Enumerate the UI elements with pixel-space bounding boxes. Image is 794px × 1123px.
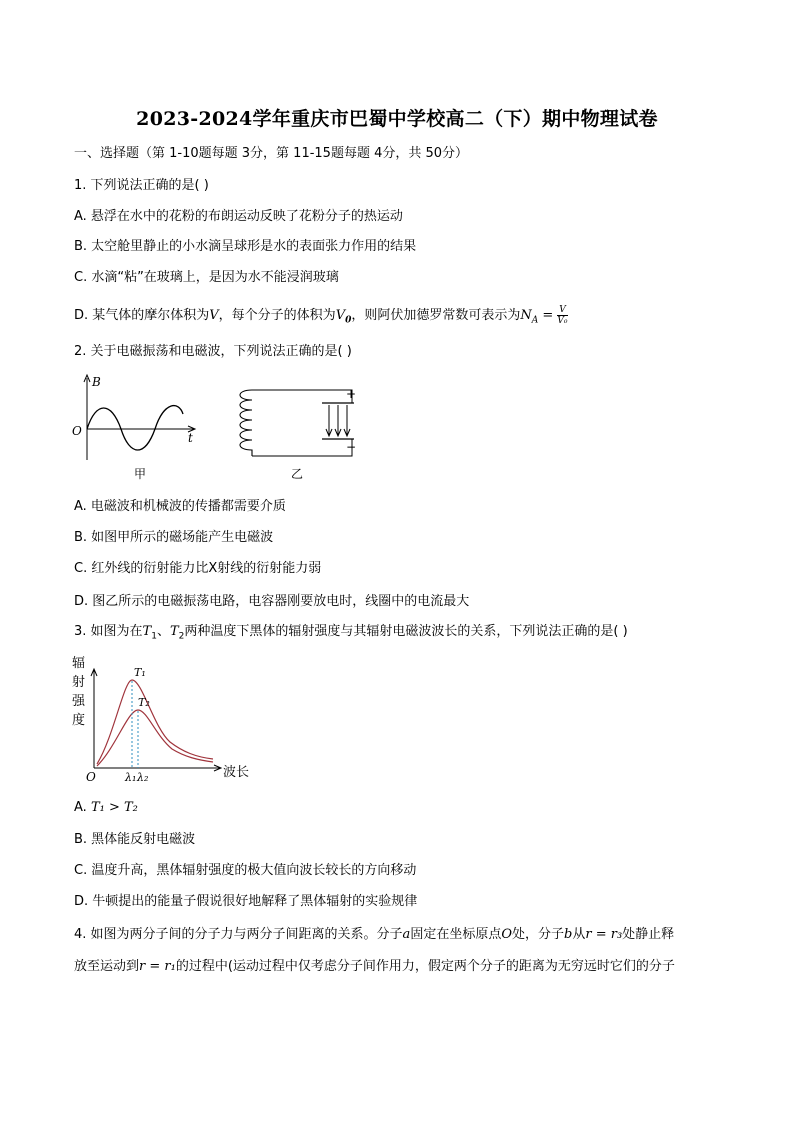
- q1-d-prefix: D. 某气体的摩尔体积为: [74, 308, 210, 323]
- q3-ylabel-3: 强: [72, 694, 86, 709]
- q3-a-prefix: A.: [74, 800, 91, 815]
- q3-stem-sep: 、: [156, 624, 170, 639]
- q3-label-t2: T₂: [138, 696, 150, 709]
- q3-stem-rest: 两种温度下黑体的辐射强度与其辐射电磁波波长的关系，下列说法正确的是( ): [184, 624, 628, 639]
- q4-line1-a: 4. 如图为两分子间的分子力与两分子间距离的关系。分子: [74, 927, 403, 942]
- q4-line1-d: 从: [572, 927, 586, 942]
- q2-option-a: A. 电磁波和机械波的传播都需要介质: [74, 499, 286, 514]
- q1-d-molecule-volume-sub: 0: [345, 315, 352, 326]
- q2-figures: [70, 370, 370, 485]
- q4-var-a: a: [402, 927, 411, 942]
- jia-label-origin: O: [72, 424, 82, 438]
- yi-minus-label: −: [346, 440, 357, 454]
- q2-option-d: D. 图乙所示的电磁振荡电路，电容器刚要放电时，线圈中的电流最大: [74, 594, 470, 609]
- q1-option-d: [74, 305, 568, 330]
- q1-d-fraction: [557, 305, 567, 326]
- yi-inductor-coil: [240, 390, 252, 456]
- q4-line2-a: 放至运动到: [74, 959, 140, 974]
- q3-option-c: C. 温度升高，黑体辐射强度的极大值向波长较长的方向移动: [74, 863, 417, 878]
- q3-curve-t1: [97, 680, 213, 764]
- jia-label-b: B: [92, 375, 101, 389]
- q1-d-mid2: ，则阿伏加德罗常数可表示为: [351, 308, 521, 323]
- q2-figure-yi: [240, 387, 356, 481]
- q1-option-a: A. 悬浮在水中的花粉的布朗运动反映了花粉分子的热运动: [74, 209, 403, 224]
- q1-d-molar-volume: V: [209, 308, 219, 323]
- yi-top-wire: [252, 390, 352, 403]
- q3-option-b: B. 黑体能反射电磁波: [74, 832, 196, 847]
- q3-label-t1: T₁: [134, 666, 146, 679]
- q4-line-2: [74, 958, 675, 976]
- q1-d-molecule-volume: V: [335, 308, 346, 323]
- q1-d-avogadro: N: [520, 308, 532, 323]
- q3-ylabel-1: 辐: [72, 656, 86, 671]
- q3-stem-t1: T: [142, 624, 152, 639]
- q3-stem-prefix: 3. 如图为在: [74, 624, 143, 639]
- q4-r1: r = r₁: [139, 959, 176, 974]
- q3-ylabel-4: 度: [72, 713, 86, 728]
- q2-figure-jia: [72, 375, 195, 481]
- jia-caption: 甲: [134, 467, 147, 481]
- q1-option-b: B. 太空舱里静止的小水滴呈球形是水的表面张力作用的结果: [74, 239, 417, 254]
- q4-var-b: b: [564, 927, 573, 942]
- q4-line2-b: 的过程中(运动过程中仅考虑分子间作用力，假定两个分子的距离为无穷远时它们的分子: [175, 959, 675, 974]
- q3-blackbody-figure: [70, 650, 270, 786]
- jia-label-t: t: [188, 431, 193, 445]
- q3-ylabel-2: 射: [72, 675, 86, 690]
- q2-option-b: B. 如图甲所示的磁场能产生电磁波: [74, 530, 274, 545]
- q4-line1-b: 固定在坐标原点: [410, 927, 502, 942]
- q3-stem-t2-sub: 2: [178, 631, 185, 642]
- jia-sine-curve: [87, 406, 183, 450]
- q2-stem: 2. 关于电磁振荡和电磁波，下列说法正确的是( ): [74, 344, 352, 359]
- page-title: 2023-2024学年重庆市巴蜀中学校高二（下）期中物理试卷: [136, 108, 658, 130]
- q3-option-a: [74, 799, 138, 817]
- q3-stem: [74, 623, 628, 646]
- q3-origin: O: [86, 770, 96, 784]
- q4-line1-c: 处，分子: [512, 927, 565, 942]
- q3-stem-t1-sub: 1: [151, 631, 157, 642]
- q3-label-lambda2: λ₂: [137, 771, 149, 784]
- q1-d-avogadro-sub: A: [531, 315, 539, 326]
- q3-a-expr: T₁ > T₂: [90, 800, 138, 815]
- yi-plus-label: +: [346, 387, 357, 401]
- q3-option-d: D. 牛顿提出的能量子假说很好地解释了黑体辐射的实验规律: [74, 894, 418, 909]
- yi-bottom-wire: [252, 439, 352, 456]
- q3-stem-t2: T: [169, 624, 179, 639]
- q4-var-origin: O: [501, 927, 512, 942]
- q1-option-c: C. 水滴“粘”在玻璃上，是因为水不能浸润玻璃: [74, 270, 339, 285]
- section-heading: 一、选择题（第 1-10题每题 3分，第 11-15题每题 4分，共 50分）: [74, 146, 469, 161]
- q1-d-equals: =: [538, 308, 558, 323]
- yi-caption: 乙: [291, 467, 304, 481]
- q4-line-1: [74, 926, 674, 944]
- q1-d-fraction-num: V: [559, 305, 566, 315]
- q2-option-c: C. 红外线的衍射能力比X射线的衍射能力弱: [74, 561, 322, 576]
- q1-stem: 1. 下列说法正确的是( ): [74, 178, 209, 193]
- q1-d-fraction-den: V₀: [557, 316, 568, 326]
- q4-line1-e: 处静止释: [622, 927, 675, 942]
- q3-label-lambda1: λ₁: [125, 771, 137, 784]
- q4-r3: r = r₃: [585, 927, 623, 942]
- q1-d-mid1: ，每个分子的体积为: [218, 308, 336, 323]
- q3-xlabel: 波长: [223, 765, 250, 780]
